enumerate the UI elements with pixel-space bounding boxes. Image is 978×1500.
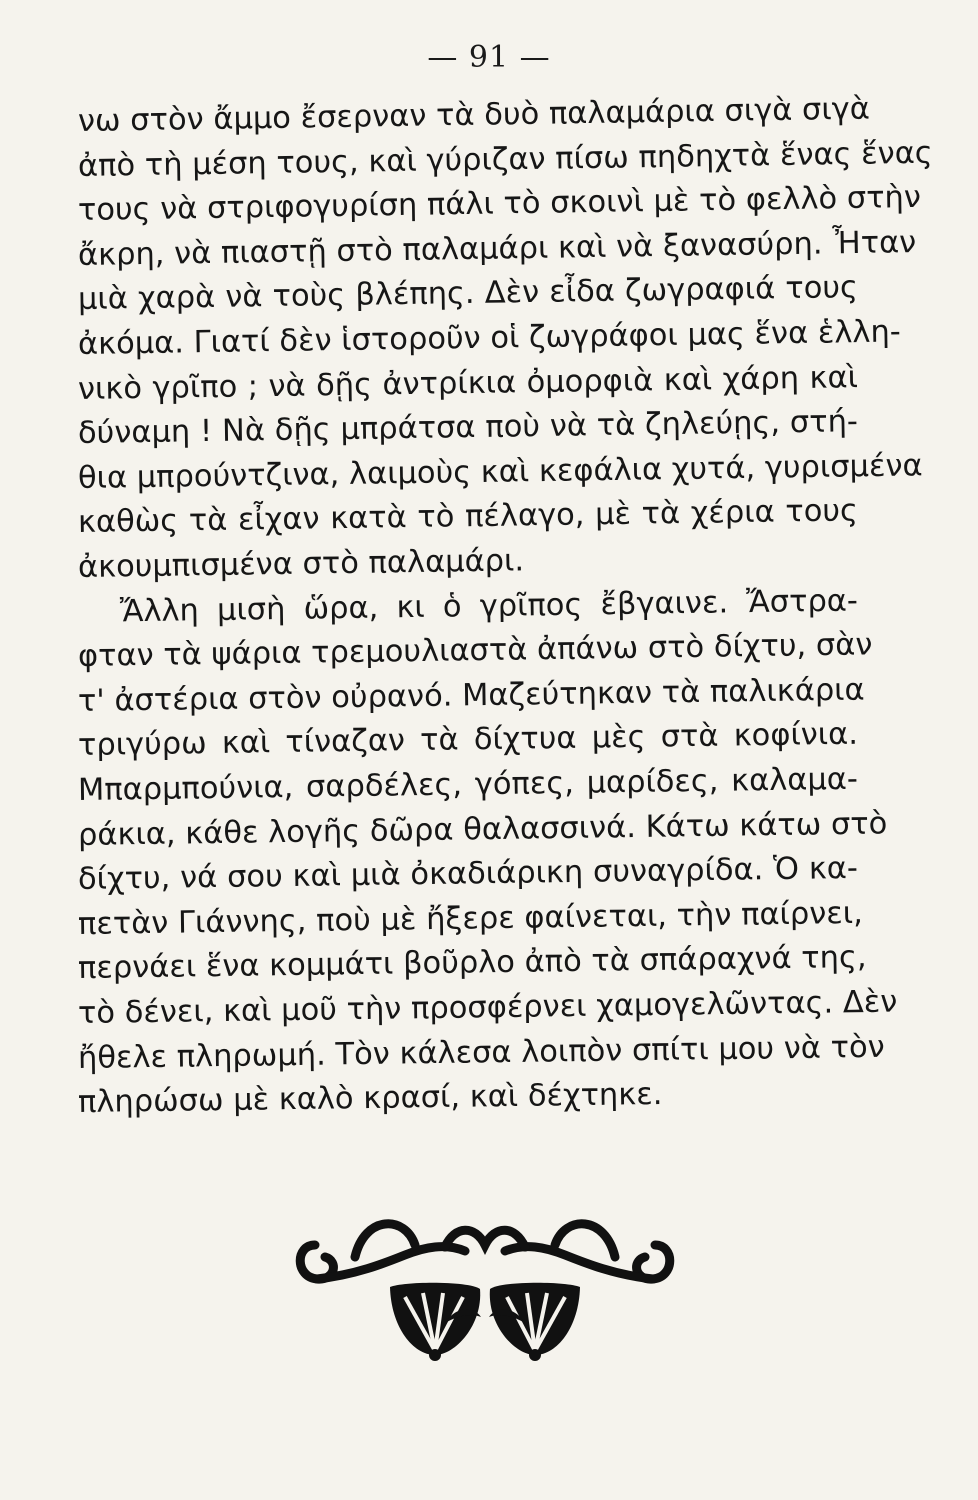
text-line: φταν τὰ ψάρια τρεμουλιαστὰ ἀπάνω στὸ δίχτυ, σὰν	[77, 627, 873, 675]
text-line: Ἄλλη μισὴ ὥρα, κι ὁ γρῖπος ἔβγαινε. Ἄστρα-	[119, 583, 859, 629]
text-line: δύναμη ! Νὰ δῇς μπράτσα ποὺ νὰ τὰ ζηλεύῃς, στή-	[77, 404, 859, 452]
text-line: ἤθελε πληρωμή. Τὸν κάλεσα λοιπὸν σπίτι μου νὰ τὸν	[77, 1029, 885, 1076]
text-line: καθὼς τὰ εἶχαν κατὰ τὸ πέλαγο, μὲ τὰ χέρια τους	[77, 493, 859, 541]
ornament-flourish	[295, 1205, 675, 1365]
text-line: Μπαρμπούνια, σαρδέλες, γόπες, μαρίδες, καλαμα-	[77, 761, 859, 808]
text-line: ἀκόμα. Γιατί δὲν ἱστοροῦν οἱ ζωγράφοι μας ἕνα ἑλλη-	[77, 314, 902, 362]
text-line: ἀπὸ τὴ μέση τους, καὶ γύριζαν πίσω πηδηχτὰ ἕνας ἕνας	[77, 135, 933, 184]
text-line: τὸ δένει, καὶ μοῦ τὴν προσφέρνει χαμογελῶντας. Δὲν	[77, 984, 898, 1031]
text-line: περνάει ἕνα κομμάτι βοῦρλο ἀπὸ τὰ σπάραχνά της,	[77, 940, 867, 987]
text-line: ἄκρη, νὰ πιαστῇ στὸ παλαμάρι καὶ νὰ ξανασύρη. Ἦταν	[77, 224, 917, 273]
text-line: θια μπρούντζινα, λαιμοὺς καὶ κεφάλια χυτά, γυρισμένα	[77, 448, 923, 496]
text-line: νω στὸν ἄμμο ἔσερναν τὰ δυὸ παλαμάρια σιγὰ σιγὰ	[77, 91, 871, 139]
text-line: πετὰν Γιάννης, ποὺ μὲ ἤξερε φαίνεται, τὴν παίρνει,	[77, 895, 864, 942]
text-line: τριγύρω καὶ τίναζαν τὰ δίχτυα μὲς στὰ κοφίνια.	[77, 717, 859, 764]
page-number: — 91 —	[427, 40, 551, 75]
text-line: ράκια, κάθε λογῆς δῶρα θαλασσινά. Κάτω κάτω στὸ	[77, 806, 888, 853]
text-line: μιὰ χαρὰ νὰ τοὺς βλέπης. Δὲν εἶδα ζωγραφιά τους	[77, 270, 859, 318]
text-line: τους νὰ στριφογυρίση πάλι τὸ σκοινὶ μὲ τὸ φελλὸ στὴν	[77, 180, 922, 229]
text-line: τ' ἀστέρια στὸν οὐρανό. Μαζεύτηκαν τὰ παλικάρια	[77, 672, 865, 719]
text-line: ἀκουμπισμένα στὸ παλαμάρι.	[77, 543, 525, 585]
text-line: δίχτυ, νά σου καὶ μιὰ ὀκαδιάρικη συναγρίδα. Ὁ κα-	[77, 851, 859, 898]
text-line: πληρώσω μὲ καλὸ κρασί, καὶ δέχτηκε.	[77, 1077, 663, 1121]
text-line: νικὸ γρῖπο ; νὰ δῇς ἀντρίκια ὀμορφιὰ καὶ χάρη καὶ	[77, 359, 859, 407]
